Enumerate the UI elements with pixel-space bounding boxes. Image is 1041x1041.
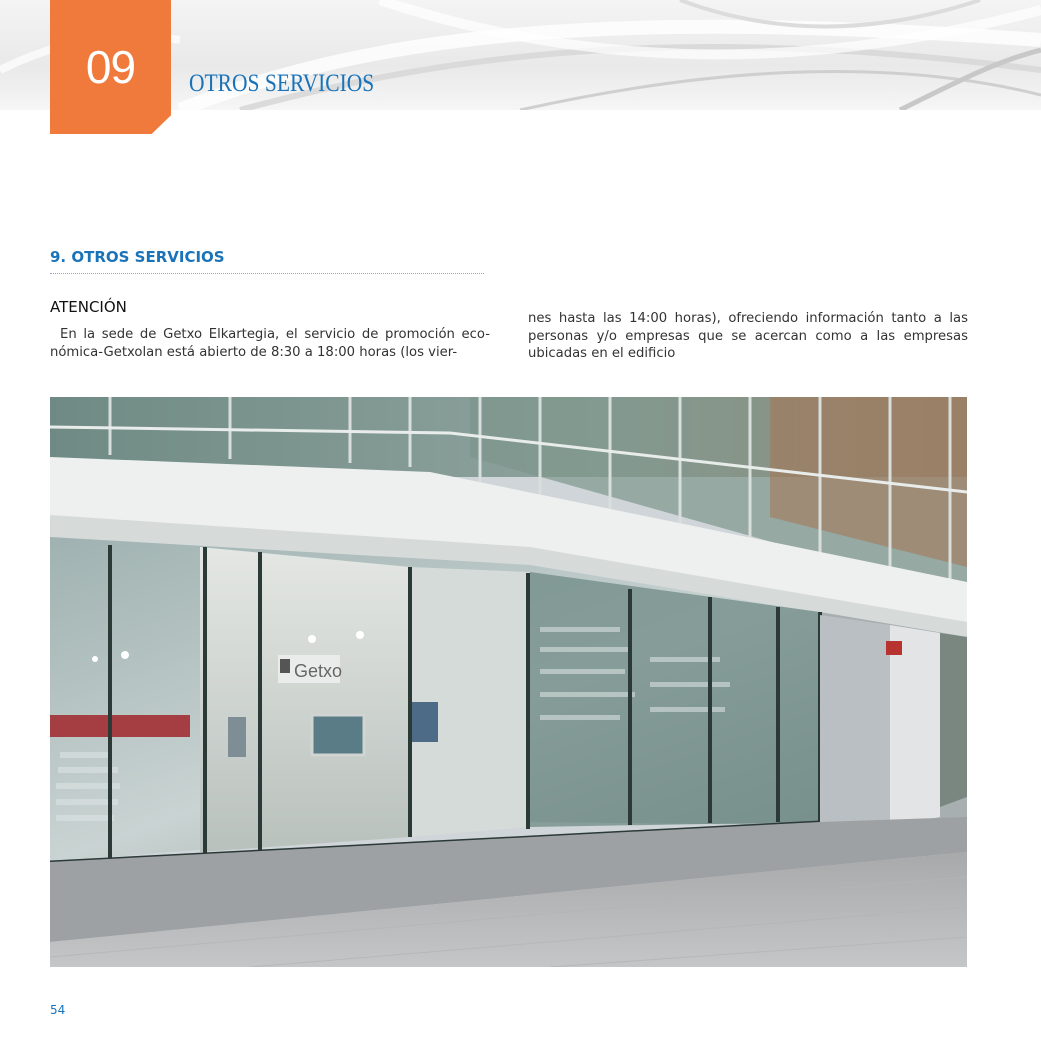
building-photo — [50, 397, 967, 967]
chapter-number: 09 — [85, 41, 136, 93]
subheading: ATENCIÓN — [50, 298, 127, 316]
chapter-title: OTROS SERVICIOS — [189, 70, 375, 97]
page-number: 54 — [50, 1003, 66, 1017]
paragraph-right: nes hasta las 14:00 horas), ofreciendo información tanto a las personas y/o empresas que se acercan como a las empresas ubicadas en el edificio — [528, 311, 968, 361]
paragraph-left: En la sede de Getxo Elkartegia, el servicio de promoción eco-nómica-Getxolan está abierto de 8:30 a 18:00 horas (los vier- — [50, 327, 490, 360]
section-title: 9. OTROS SERVICIOS — [50, 248, 225, 266]
section-divider — [50, 273, 484, 274]
getxo-sign: Getxo — [294, 661, 343, 681]
building-illustration — [50, 397, 967, 967]
